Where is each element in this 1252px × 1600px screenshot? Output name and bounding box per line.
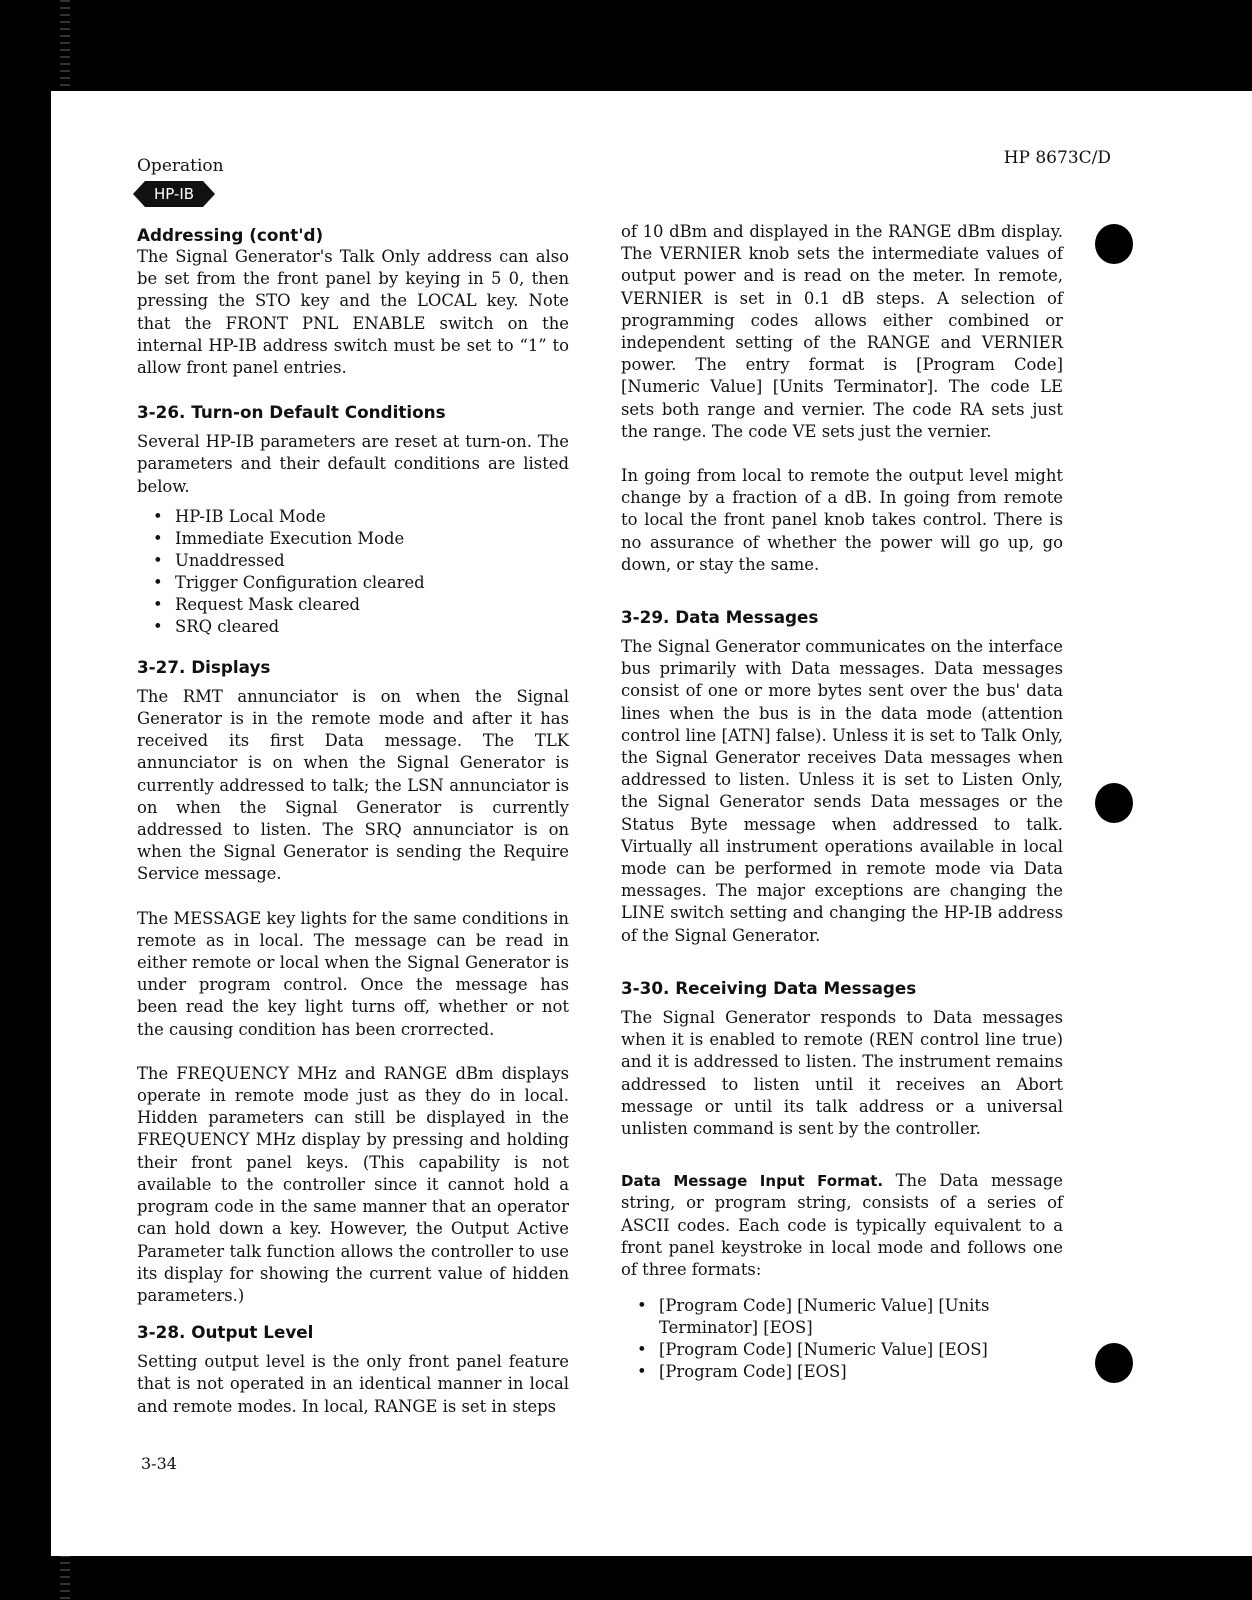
list-item: • [Program Code] [Numeric Value] [Units Terminator] [EOS] bbox=[637, 1295, 1063, 1339]
left-column bbox=[137, 224, 569, 1440]
output-level-paragraph: Setting output level is the only front panel feature that is not operated in an identical manner in local and remote modes. In local, RANGE is set in steps bbox=[137, 1352, 569, 1416]
page-number: 3-34 bbox=[141, 1454, 177, 1473]
manual-page bbox=[51, 91, 1252, 1556]
right-column bbox=[621, 221, 1063, 1401]
list-item: • [Program Code] [EOS] bbox=[637, 1361, 1063, 1383]
section-3-26-paragraph: Several HP-IB parameters are reset at turn-on. The parameters and their default conditions are listed below. bbox=[137, 432, 569, 496]
receiving-data-paragraph: The Signal Generator responds to Data messages when it is enabled to remote (REN control line true) and it is addressed to listen. The instrument remains addressed to listen until it receives an Abort message or until its talk address or a universal unlisten command is sent by the controller. bbox=[621, 1007, 1063, 1138]
binder-hole-bottom bbox=[1095, 1343, 1133, 1383]
list-item: • HP-IB Local Mode bbox=[153, 506, 569, 528]
input-format-paragraph bbox=[621, 1170, 1063, 1281]
output-level-paragraph-2: In going from local to remote the output level might change by a fraction of a dB. In going from remote to local the front panel knob takes control. There is no assurance of whether the power will go up, go down, or stay the same. bbox=[621, 466, 1063, 574]
default-conditions-list bbox=[153, 506, 569, 638]
binder-hole-middle bbox=[1095, 783, 1133, 823]
hpib-badge bbox=[133, 181, 215, 207]
list-item: • Trigger Configuration cleared bbox=[153, 572, 569, 594]
list-item: • Request Mask cleared bbox=[153, 594, 569, 616]
list-item: • SRQ cleared bbox=[153, 616, 569, 638]
section-label: Operation bbox=[137, 156, 224, 176]
displays-paragraph-3: The FREQUENCY MHz and RANGE dBm displays operate in remote mode just as they do in local. Hidden parameters can still be displayed in the FREQUENCY MHz display by pressing and holding their front panel keys. (This capability is not available to the controller since it cannot hold a program code in the same manner that an operator can hold down a key. However, the Output Active Parameter talk function allows the controller to use its display for showing the current value of hidden parameters.) bbox=[137, 1063, 569, 1305]
input-format-text: The Data message string, or program string, consists of a series of ASCII codes. Each code is typically equivalent to a front panel keystroke in local mode and follows one of three formats: bbox=[621, 1171, 1063, 1279]
model-number: HP 8673C/D bbox=[1003, 148, 1111, 168]
hpib-badge-label: HP-IB bbox=[153, 185, 195, 203]
section-3-29-heading: 3-29. Data Messages bbox=[621, 607, 819, 628]
section-3-27-heading: 3-27. Displays bbox=[137, 656, 271, 677]
displays-paragraph-1: The RMT annunciator is on when the Signal Generator is in the remote mode and after it has received its first Data message. The TLK annunciator is on when the Signal Generator is currently addressed to talk; the LSN annunciator is on when the Signal Generator is currently addressed to listen. The SRQ annunciator is on when the Signal Generator is sending the Require Service message. bbox=[137, 686, 569, 884]
displays-paragraph-2: The MESSAGE key lights for the same conditions in remote as in local. The message can be read in either remote or local when the Signal Generator is under program control. Once the message has been read the key light turns off, whether or not the causing condition has been crorrected. bbox=[137, 908, 569, 1039]
section-3-26-heading: 3-26. Turn-on Default Conditions bbox=[137, 402, 446, 423]
input-format-label: Data Message Input Format. bbox=[621, 1172, 884, 1191]
list-item: • Unaddressed bbox=[153, 550, 569, 572]
output-level-continued: of 10 dBm and displayed in the RANGE dBm display. The VERNIER knob sets the intermediate values of output power and is read on the meter. In remote, VERNIER is set in 0.1 dB steps. A selection of programming codes allows either combined or independent setting of the RANGE and VERNIER power. The entry format is [Program Code] [Numeric Value] [Units Terminator]. The code LE sets both range and vernier. The code RA sets just the range. The code VE sets just the vernier. bbox=[621, 222, 1063, 441]
section-3-30-heading: 3-30. Receiving Data Messages bbox=[621, 977, 917, 998]
addressing-paragraph: The Signal Generator's Talk Only address can also be set from the front panel by keying in 5 0, then pressing the STO key and the LOCAL key. Note that the FRONT PNL ENABLE switch on the internal HP-IB address switch must be set to “1” to allow front panel entries. bbox=[137, 247, 569, 378]
list-item: • [Program Code] [Numeric Value] [EOS] bbox=[637, 1339, 1063, 1361]
data-messages-paragraph: The Signal Generator communicates on the interface bus primarily with Data messages. Data messages consist of one or more bytes sent over the bus' data lines when the bus is in the data mode (attention control line [ATN] false). Unless it is set to Talk Only, the Signal Generator receives Data messages when addressed to listen. Unless it is set to Listen Only, the Signal Generator sends Data messages or the Status Byte message when addressed to talk. Virtually all instrument operations available in local mode can be performed in remote mode via Data messages. The major exceptions are changing the LINE switch setting and changing the HP-IB address of the Signal Generator. bbox=[621, 637, 1063, 945]
scan-edge-top bbox=[60, 0, 70, 100]
section-3-28-heading: 3-28. Output Level bbox=[137, 1322, 314, 1343]
input-formats-list bbox=[637, 1295, 1063, 1383]
addressing-heading: Addressing (cont'd) bbox=[137, 225, 324, 245]
list-item: • Immediate Execution Mode bbox=[153, 528, 569, 550]
binder-hole-top bbox=[1095, 224, 1133, 264]
